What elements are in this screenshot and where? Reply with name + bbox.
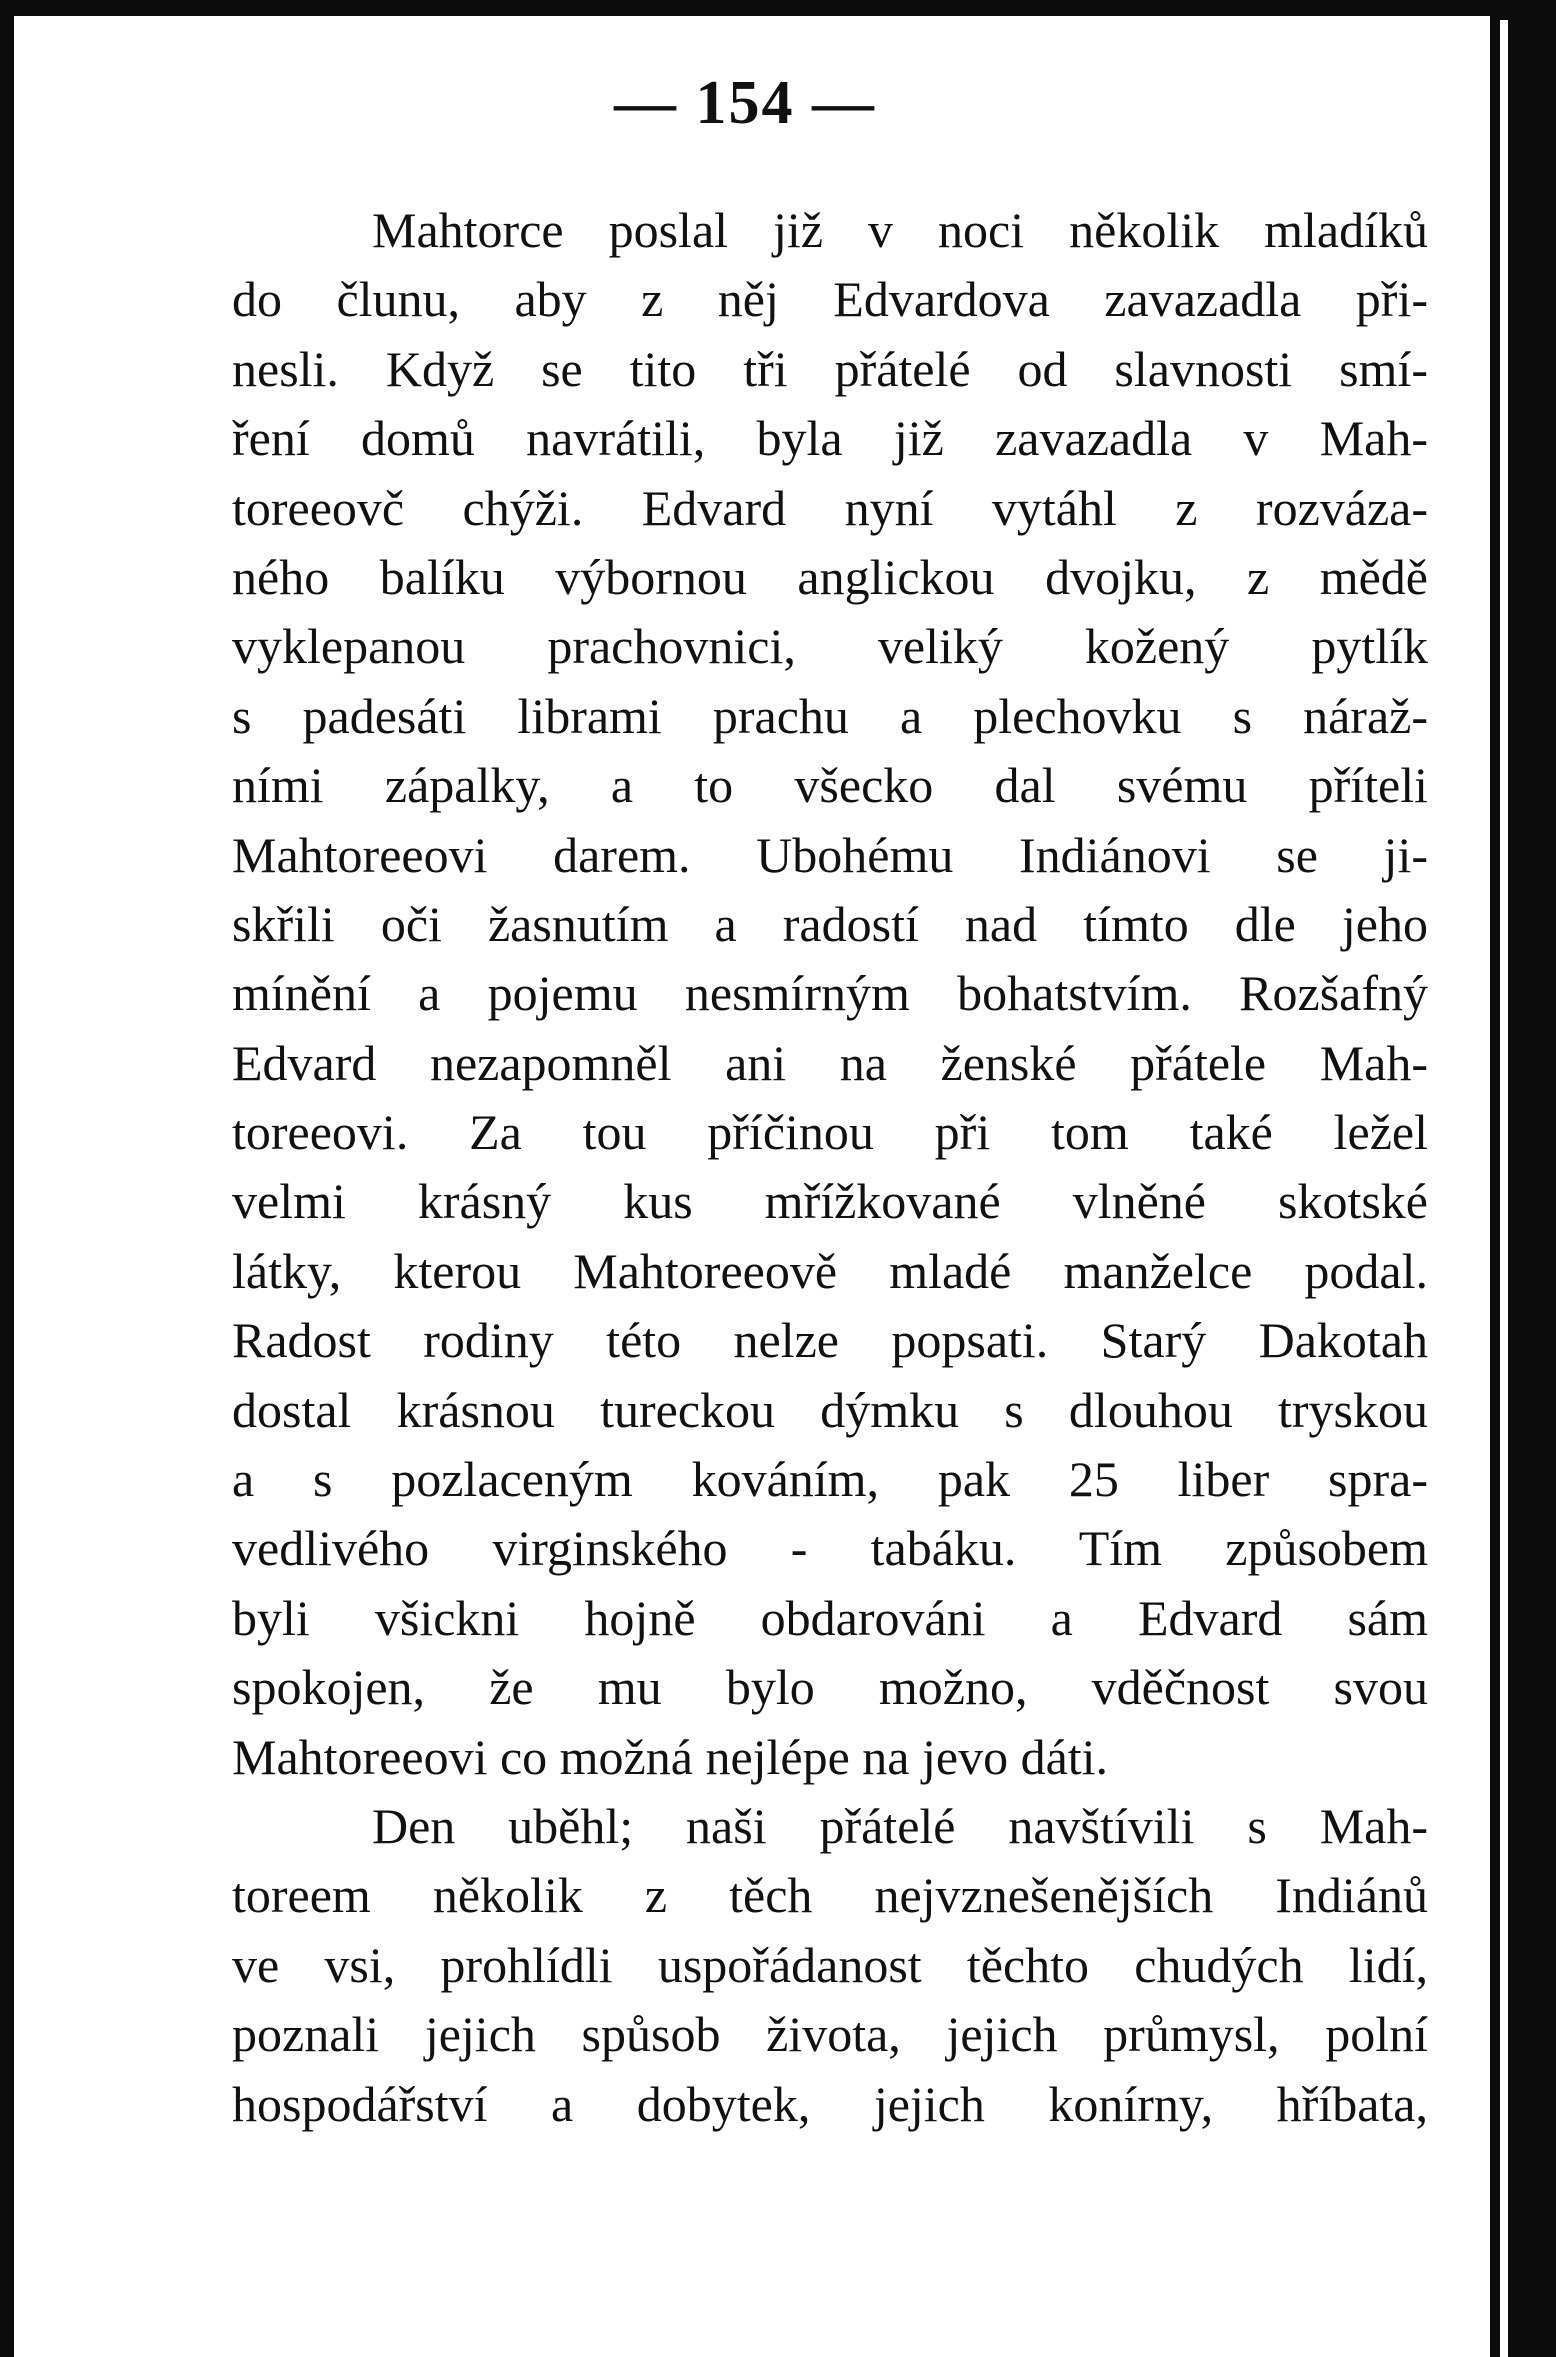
text-line: Edvard nezapomněl ani na ženské přátele Mah-: [232, 1034, 1428, 1091]
scan-border-gap: [1500, 20, 1508, 2357]
text-line: toreem několik z těch nejvznešenějších Indiánů: [232, 1867, 1428, 1924]
text-line: do člunu, aby z něj Edvardova zavazadla při-: [232, 271, 1428, 328]
text-line: dostal krásnou tureckou dýmku s dlouhou tryskou: [232, 1381, 1428, 1438]
paragraph-2: [232, 1792, 1428, 2139]
body-text: [232, 196, 1428, 2139]
text-line: Den uběhl; naši přátelé navštívili s Mah-: [372, 1797, 1428, 1854]
text-line: vedlivého virginského - tabáku. Tím způsobem: [232, 1520, 1428, 1577]
text-line: látky, kterou Mahtoreeově mladé manželce podal.: [232, 1242, 1428, 1299]
scan-border-top: [0, 0, 1556, 16]
text-line: ného balíku výbornou anglickou dvojku, z mědě: [232, 548, 1428, 605]
text-line: Mahtoreeovi co možná nejlépe na jevo dáti.: [232, 1728, 1109, 1785]
text-line: s padesáti librami prachu a plechovku s nárаž-: [232, 687, 1428, 744]
text-line: ními zápalky, a to všecko dal svému příteli: [232, 757, 1428, 814]
text-line: Radost rodiny této nelze popsati. Starý Dakotah: [232, 1312, 1428, 1369]
text-line: velmi krásný kus mřížkované vlněné skotské: [232, 1173, 1428, 1230]
text-line: ve vsi, prohlídli uspořádanost těchto chudých lidí,: [232, 1936, 1428, 1993]
text-line: vyklepanou prachovnici, veliký kožený pytlík: [232, 618, 1428, 675]
text-line: byli všickni hojně obdarováni a Edvard sám: [232, 1589, 1428, 1646]
text-line: toreeovi. Za tou příčinou při tom také ležel: [232, 1104, 1428, 1161]
text-line: toreeovč chýži. Edvard nyní vytáhl z rozváza-: [232, 479, 1428, 536]
text-line: ření domů navrátili, byla již zavazadla v Mah-: [232, 410, 1428, 467]
text-line: Mahtorce poslal již v noci několik mladíků: [372, 202, 1428, 258]
text-line: Mahtoreeovi darem. Ubohému Indiánovi se ji-: [232, 826, 1428, 883]
text-line: poznali jejich spůsob života, jejich průmysl, polní: [232, 2006, 1428, 2063]
page-number: — 154 —: [614, 69, 876, 137]
text-line: hospodářství a dobytek, jejich konírny, hříbata,: [232, 2075, 1428, 2132]
text-line: mínění a pojemu nesmírným bohatstvím. Rozšafný: [232, 965, 1428, 1022]
scan-border-left: [0, 0, 14, 2357]
text-line: a s pozlaceným kováním, pak 25 liber spra-: [232, 1451, 1428, 1508]
paragraph-1: [232, 196, 1428, 1792]
text-line: spokojen, že mu bylo možno, vděčnost svou: [232, 1659, 1428, 1716]
text-line: nesli. Když se tito tři přátelé od slavnosti smí-: [232, 340, 1428, 397]
text-line: skřili oči žasnutím a radostí nad tímto dle jeho: [232, 895, 1428, 952]
